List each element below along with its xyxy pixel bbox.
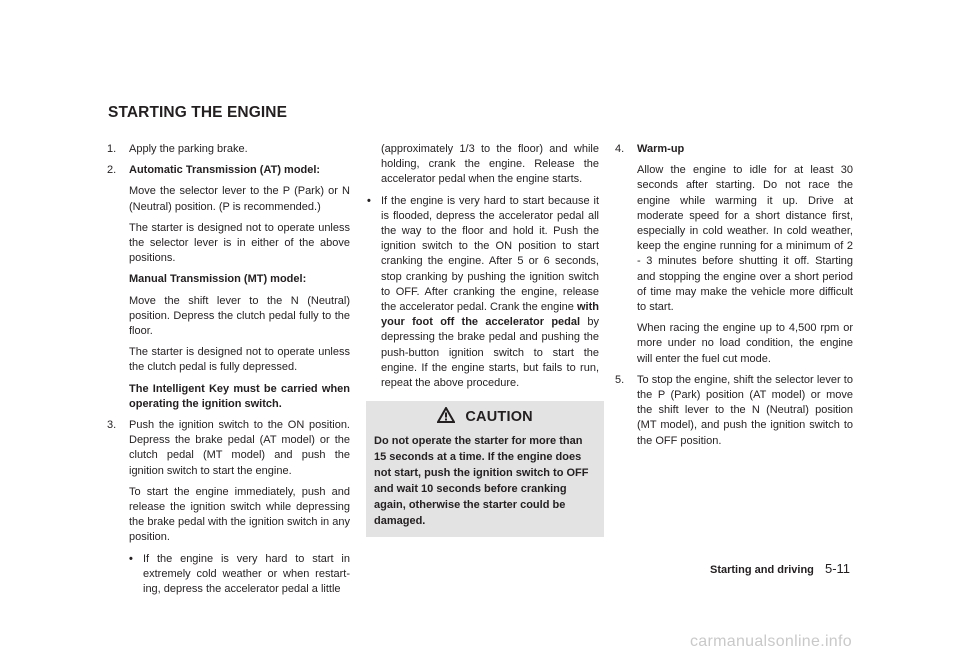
step-title: Warm-up	[637, 143, 685, 155]
subsection-title: Manual Transmission (MT) model:	[129, 273, 307, 286]
page-footer	[710, 561, 850, 576]
bullet-item	[107, 552, 350, 598]
bullet-text: If the engine is very hard to start because it is flooded, depress the accelerator pedal all the way to the floor and hold it. Push the ignition switch to the ON position to start cranking the engine. After 5 or 6 seconds, stop cranking by pushing the ignition switch to OFF. After cranking the engine, release the accelerator pedal. Crank the engine	[381, 194, 599, 314]
paragraph: When racing the engine up to 4,500 rpm or more under no load condition, the engine will enter the fuel cut mode.	[637, 322, 853, 365]
warning-icon	[437, 407, 455, 423]
column-2	[367, 142, 599, 537]
bullet: •	[129, 552, 133, 565]
paragraph: Move the shift lever to the N (Neutral) position. Depress the clutch pedal fully to the floor.	[129, 294, 350, 338]
step-number: 4.	[615, 143, 625, 155]
step-4	[615, 142, 853, 157]
step-title: Automatic Transmission (AT) model:	[129, 164, 321, 177]
caution-title: CAUTION	[465, 409, 533, 426]
bullet-text: If the engine is very hard to start in extremely cold weather or when restart- ing, depress the accelerator pedal a little	[143, 552, 350, 596]
step-5	[615, 373, 853, 449]
column-3	[615, 142, 853, 455]
paragraph: The starter is designed not to operate unless the selector lever is in either of the above positions.	[129, 221, 350, 265]
bullet-text: by depressing the brake pedal and pushing the push-button ignition switch to start the engine. If the engine starts, but fails to run, repeat the above procedure.	[381, 316, 599, 390]
step-number: 3.	[107, 419, 117, 432]
caution-box	[366, 401, 604, 537]
caution-header	[374, 407, 596, 425]
caution-text: Do not operate the starter for more than 15 seconds at a time. If the engine does not start, push the ignition switch to OFF and wait 10 seconds before cranking again, otherwise the starter could be damaged.	[374, 435, 589, 528]
watermark: carmanualsonline.info	[690, 633, 852, 650]
step-text: To stop the engine, shift the selector lever to the P (Park) position (AT model) or move the shift lever to the N (Neutral) position (MT model), and push the ignition switch to the OFF position.	[637, 373, 853, 447]
section-heading: STARTING THE ENGINE	[108, 104, 288, 121]
step-text: Push the ignition switch to the ON position. Depress the brake pedal (AT model) or the clutch pedal (MT model) and push the ignition switch to start the engine.	[129, 419, 350, 477]
step-3	[107, 418, 350, 479]
bullet: •	[367, 194, 371, 207]
step-2	[107, 163, 350, 178]
footer-section-name: Starting and driving	[710, 564, 814, 576]
key-note: The Intelligent Key must be carried when operating the ignition switch.	[129, 382, 350, 410]
bullet-item	[367, 194, 599, 392]
paragraph: Allow the engine to idle for at least 30 seconds after starting. Do not race the engine while warming it up. Drive at moderate speed for a short distance first, especially in cold weather. In cold weather, keep the engine running for a minimum of 2 - 3 minutes before shutting it off. Starting and stopping the engine over a short period of time may make the vehicle more difficult to start.	[637, 164, 853, 314]
step-number: 1.	[107, 143, 117, 155]
bullet-text-bold: with your foot off the accelerator pedal	[381, 301, 599, 329]
paragraph: The starter is designed not to operate unless the clutch pedal is fully depressed.	[129, 346, 350, 374]
step-number: 5.	[615, 373, 625, 386]
paragraph: Move the selector lever to the P (Park) or N (Neutral) position. (P is recommended.)	[129, 185, 350, 213]
step-text: Apply the parking brake.	[129, 143, 248, 155]
column-1	[107, 142, 350, 603]
paragraph: To start the engine immediately, push and release the ignition switch while depressing the brake pedal with the ignition switch in any position.	[129, 485, 350, 544]
paragraph-continued: (approximately 1/3 to the floor) and while holding, crank the engine. Release the accelerator pedal when the engine starts.	[381, 143, 599, 186]
page-number: 5-11	[824, 561, 851, 576]
step-1	[107, 142, 350, 157]
step-number: 2.	[107, 164, 117, 177]
